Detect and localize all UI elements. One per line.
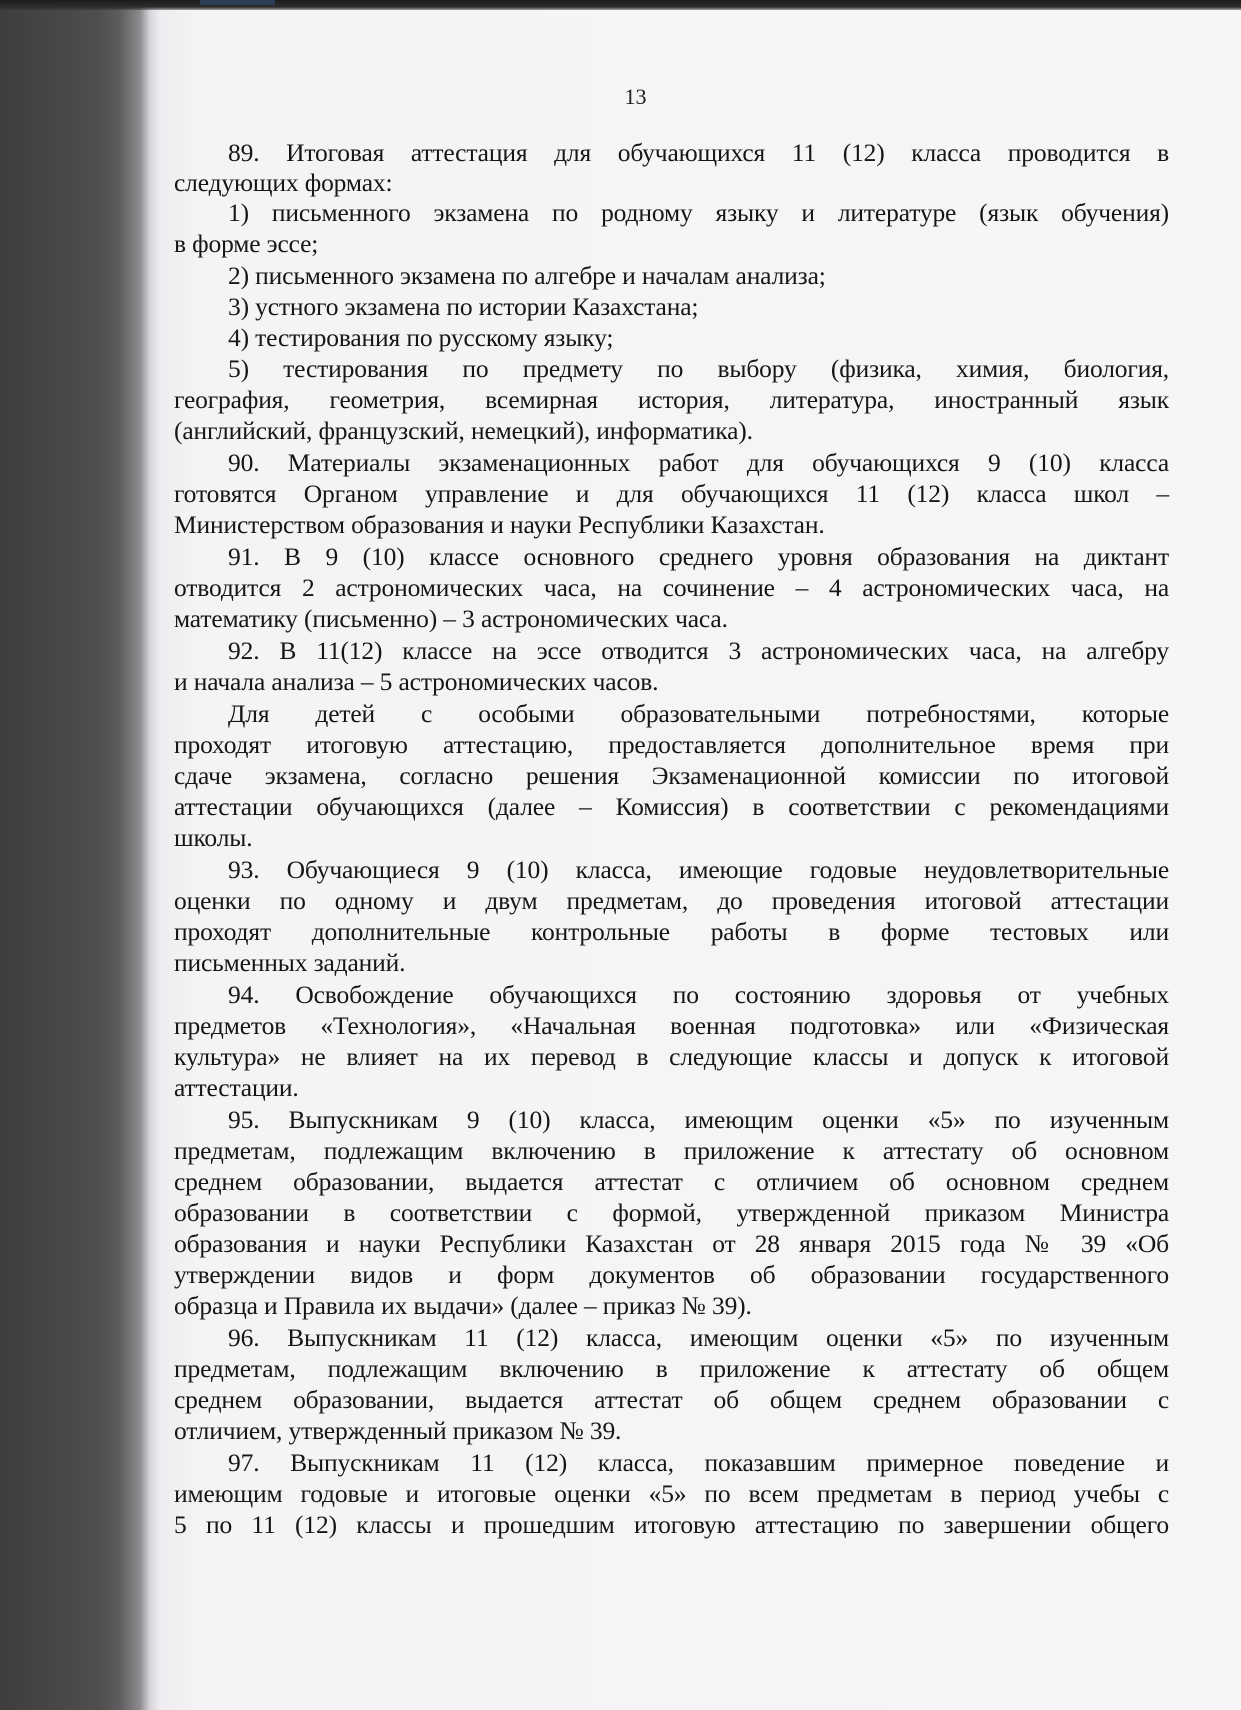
text-line: 91. В 9 (10) классе основного среднего уровня образования на диктант: [228, 542, 1169, 571]
text-line: математику (письменно) – 3 астрономических часа.: [174, 604, 728, 633]
text-line: культура» не влияет на их перевод в следующие классы и допуск к итоговой: [174, 1042, 1169, 1071]
text-line: аттестации обучающихся (далее – Комиссия) в соответствии с рекомендациями: [174, 792, 1169, 821]
text-line: предметам, подлежащим включению в приложение к аттестату об основном: [174, 1136, 1169, 1165]
text-line: письменных заданий.: [174, 948, 406, 977]
text-line: 94. Освобождение обучающихся по состоянию здоровья от учебных: [228, 980, 1169, 1009]
text-line: готовятся Органом управление и для обучающихся 11 (12) класса школ –: [174, 479, 1169, 508]
text-line: 1) письменного экзамена по родному языку и литературе (язык обучения): [228, 198, 1169, 227]
text-line: 5 по 11 (12) классы и прошедшим итоговую аттестацию по завершении общего: [174, 1510, 1169, 1539]
text-line: 5) тестирования по предмету по выбору (физика, химия, биология,: [228, 354, 1169, 383]
text-line: география, геометрия, всемирная история, литература, иностранный язык: [174, 385, 1169, 414]
text-line: 95. Выпускникам 9 (10) класса, имеющим оценки «5» по изученным: [228, 1105, 1169, 1134]
text-line: отводится 2 астрономических часа, на сочинение – 4 астрономических часа, на: [174, 573, 1169, 602]
text-line: отличием, утвержденный приказом № 39.: [174, 1416, 622, 1445]
text-line: среднем образовании, выдается аттестат с отличием об основном среднем: [174, 1167, 1169, 1196]
text-line: имеющим годовые и итоговые оценки «5» по всем предметам в период учебы с: [174, 1479, 1169, 1508]
text-line: школы.: [174, 823, 253, 852]
text-line: аттестации.: [174, 1073, 299, 1102]
text-line: образовании в соответствии с формой, утвержденной приказом Министра: [174, 1198, 1169, 1227]
text-line: следующих формах:: [174, 168, 393, 197]
text-line: 90. Материалы экзаменационных работ для обучающихся 9 (10) класса: [228, 448, 1169, 477]
text-line: в форме эссе;: [174, 229, 319, 258]
scanner-top-mark: [200, 0, 275, 5]
text-line: 96. Выпускникам 11 (12) класса, имеющим оценки «5» по изученным: [228, 1323, 1169, 1352]
text-line: Для детей с особыми образовательными потребностями, которые: [228, 699, 1169, 728]
text-line: проходят дополнительные контрольные работы в форме тестовых или: [174, 917, 1169, 946]
text-line: 4) тестирования по русскому языку;: [228, 323, 614, 352]
page-number: 13: [624, 84, 647, 109]
scanner-top-edge: [0, 0, 1241, 10]
text-line: Министерством образования и науки Республики Казахстан.: [174, 510, 825, 539]
text-line: утверждении видов и форм документов об образовании государственного: [174, 1260, 1169, 1289]
text-line: 92. В 11(12) классе на эссе отводится 3 астрономических часа, на алгебру: [228, 636, 1169, 665]
text-line: оценки по одному и двум предметам, до проведения итоговой аттестации: [174, 886, 1169, 915]
text-line: образования и науки Республики Казахстан от 28 января 2015 года № 39 «Об: [174, 1229, 1169, 1258]
text-line: 93. Обучающиеся 9 (10) класса, имеющие годовые неудовлетворительные: [228, 855, 1169, 884]
text-line: проходят итоговую аттестацию, предоставляется дополнительное время при: [174, 730, 1169, 759]
text-line: 89. Итоговая аттестация для обучающихся 11 (12) класса проводится в: [228, 138, 1169, 167]
text-line: предметов «Технология», «Начальная военная подготовка» или «Физическая: [174, 1011, 1169, 1040]
text-line: 2) письменного экзамена по алгебре и началам анализа;: [228, 261, 826, 290]
document-page: [150, 10, 1241, 1710]
text-line: 3) устного экзамена по истории Казахстана;: [228, 292, 699, 321]
text-line: предметам, подлежащим включению в приложение к аттестату об общем: [174, 1354, 1169, 1383]
text-line: и начала анализа – 5 астрономических часов.: [174, 667, 659, 696]
text-line: среднем образовании, выдается аттестат об общем среднем образовании с: [174, 1385, 1169, 1414]
text-line: 97. Выпускникам 11 (12) класса, показавшим примерное поведение и: [228, 1448, 1169, 1477]
text-line: образца и Правила их выдачи» (далее – приказ № 39).: [174, 1291, 752, 1320]
text-line: сдаче экзамена, согласно решения Экзаменационной комиссии по итоговой: [174, 761, 1169, 790]
text-line: (английский, французский, немецкий), информатика).: [174, 416, 753, 445]
